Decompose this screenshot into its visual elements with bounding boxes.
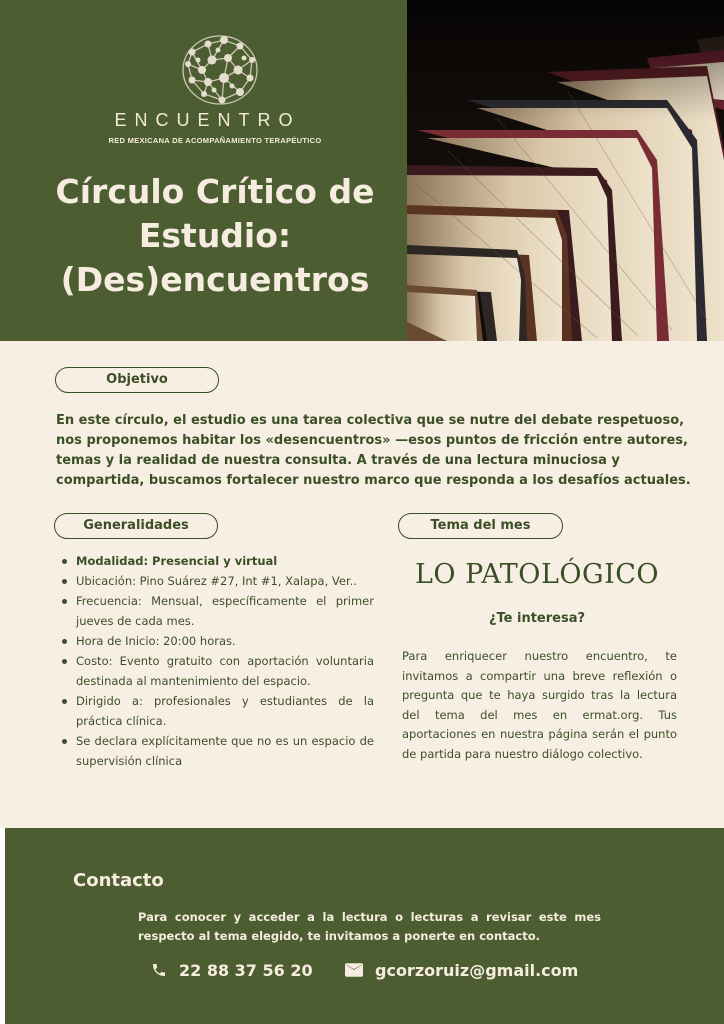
brand-name: ENCUENTRO — [114, 110, 301, 130]
contact-phone[interactable] — [151, 958, 313, 982]
page-title — [0, 170, 430, 302]
list-item: Se declara explícitamente que no es un espacio de supervisión clínica — [58, 731, 374, 771]
email-address: gcorzoruiz@gmail.com — [375, 960, 579, 980]
general-label: Generalidades — [54, 513, 218, 539]
contact-section — [5, 828, 724, 1024]
objective-label: Objetivo — [55, 367, 219, 393]
theme-question: ¿Te interesa? — [488, 611, 586, 626]
page-title-line: (Des)encuentros — [60, 260, 370, 299]
content-section — [0, 341, 724, 828]
general-list — [58, 551, 374, 771]
phone-icon — [151, 962, 167, 978]
list-item: Dirigido a: profesionales y estudiantes de la práctica clínica. — [58, 691, 374, 731]
brand-subtitle: RED MEXICANA DE ACOMPAÑAMIENTO TERAPÉUTICO — [108, 136, 322, 145]
contact-email[interactable] — [345, 958, 578, 982]
theme-label: Tema del mes — [398, 513, 563, 539]
theme-text: Para enriquecer nuestro encuentro, te invitamos a compartir una breve reflexión o pregunta que te haya surgido tras la lectura del tema del mes en ermat.org. Tus aportaciones en nuestra página serán el punto de partida para nuestro diálogo colectivo. — [402, 649, 677, 761]
page-title-line: Círculo Crítico de — [55, 172, 375, 211]
page-title-line: Estudio: — [138, 216, 292, 255]
contact-title: Contacto — [73, 870, 164, 891]
header-left-panel — [0, 0, 407, 341]
brain-network-icon — [178, 30, 262, 114]
list-item: Ubicación: Pino Suárez #27, Int #1, Xalapa, Ver.. — [58, 571, 374, 591]
theme-title: LO PATOLÓGICO — [414, 559, 660, 590]
header-banner — [0, 0, 724, 341]
list-item: Hora de Inicio: 20:00 horas. — [58, 631, 374, 651]
list-item: Modalidad: Presencial y virtual — [58, 551, 374, 571]
objective-text: En este círculo, el estudio es una tarea colectiva que se nutre del debate respetuoso, nos proponemos habitar los «desencuentros» —esos puntos de fricción entre autores, temas y la realidad de nuestra consulta. A través de una lectura minuciosa y compartida, buscamos fortalecer nuestro marco que responda a los desafíos actuales. — [56, 413, 691, 488]
phone-number: 22 88 37 56 20 — [179, 960, 313, 980]
books-photo — [407, 0, 724, 341]
envelope-icon — [345, 963, 363, 977]
list-item: Frecuencia: Mensual, específicamente el primer jueves de cada mes. — [58, 591, 374, 631]
list-item: Costo: Evento gratuito con aportación voluntaria destinada al mantenimiento del espacio. — [58, 651, 374, 691]
contact-text: Para conocer y acceder a la lectura o lecturas a revisar este mes respecto al tema elegido, te invitamos a ponerte en contacto. — [138, 910, 601, 943]
